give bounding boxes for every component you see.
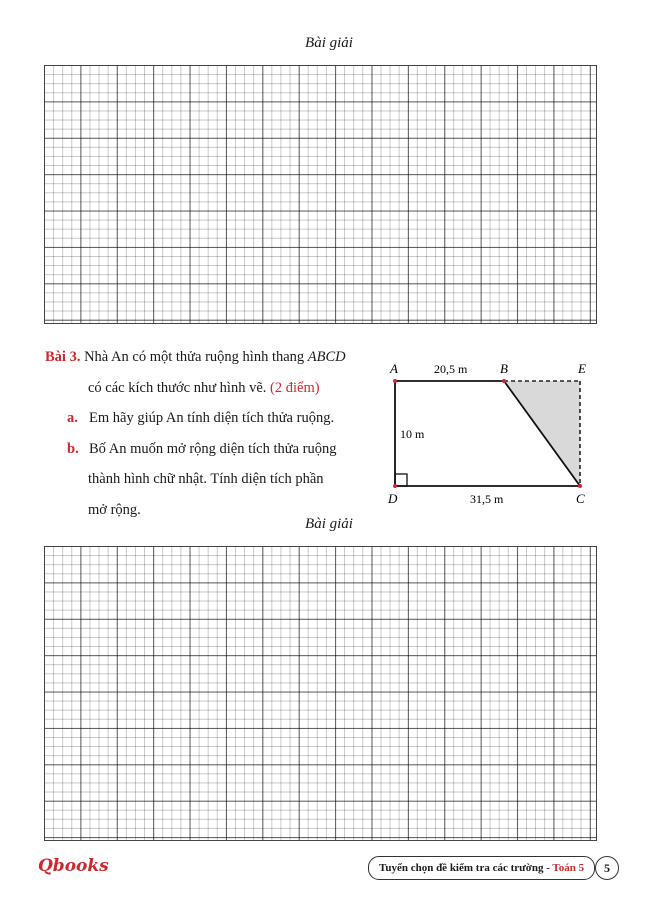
part-b (45, 434, 365, 465)
bottom-answer-grid[interactable] (44, 546, 597, 841)
footer-subject: Toán 5 (552, 862, 585, 874)
problem-text-2: có các kích thước như hình vẽ. (88, 379, 271, 396)
label-e: E (578, 361, 586, 376)
label-height: 10 m (400, 427, 425, 441)
part-b-line-3: mở rộng. (88, 501, 141, 518)
publisher-logo: Qbooks (38, 856, 109, 876)
problem-shape-name: ABCD (307, 349, 346, 365)
problem-3 (45, 342, 365, 525)
problem-points: (2 điểm) (270, 379, 320, 396)
problem-number: Bài 3. (45, 349, 81, 365)
top-solution-heading: Bài giải (305, 35, 353, 51)
top-answer-grid[interactable] (44, 65, 597, 324)
right-angle-mark (395, 474, 407, 486)
point-b (502, 379, 506, 383)
label-top-length: 20,5 m (434, 362, 468, 376)
problem-text-1: Nhà An có một thửa ruộng hình thang (84, 349, 308, 365)
page-number: 5 (595, 856, 619, 880)
problem-line-1 (45, 342, 365, 373)
label-a: A (390, 361, 398, 376)
part-b-line-2: thành hình chữ nhật. Tính diện tích phần (88, 471, 324, 487)
footer-title-text: Tuyển chọn đề kiểm tra các trường - (379, 862, 553, 874)
point-a (393, 379, 397, 383)
part-b-label: b. (67, 440, 79, 457)
problem-line-2 (45, 373, 365, 404)
part-a (45, 403, 365, 434)
label-c: C (576, 491, 585, 506)
footer-title (368, 856, 595, 880)
part-a-label: a. (67, 410, 78, 426)
point-d (393, 484, 397, 488)
bottom-solution-heading: Bài giải (305, 516, 353, 532)
label-b: B (500, 361, 508, 376)
point-c (578, 484, 582, 488)
part-a-text: Em hãy giúp An tính diện tích thửa ruộng. (89, 410, 335, 426)
label-d: D (388, 491, 398, 506)
label-bottom-length: 31,5 m (470, 492, 504, 506)
part-b-text-1: Bố An muốn mở rộng diện tích thửa ruộng (89, 440, 337, 457)
trapezoid-figure (380, 356, 620, 516)
